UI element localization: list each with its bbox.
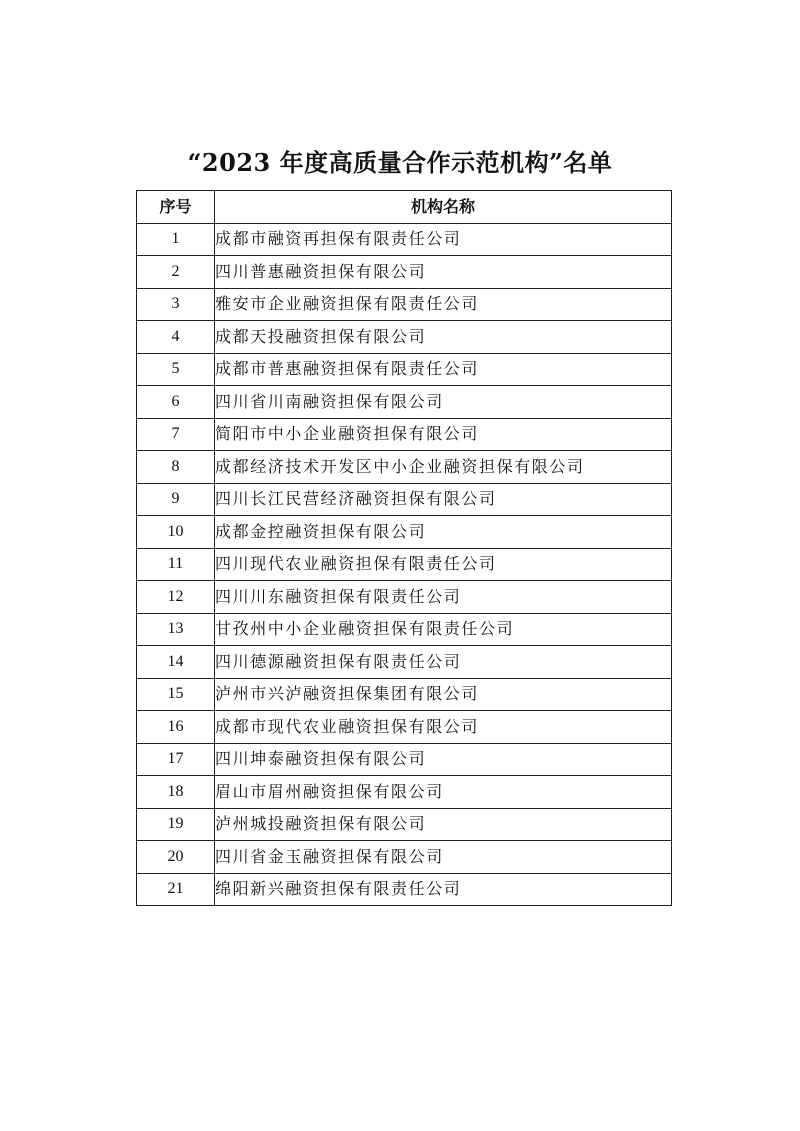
row-serial-number: 11: [137, 548, 215, 581]
row-serial-number: 17: [137, 743, 215, 776]
table-row: [137, 873, 672, 906]
row-institution-name: 眉山市眉州融资担保有限公司: [215, 776, 672, 809]
row-institution-name: 成都市现代农业融资担保有限公司: [215, 711, 672, 744]
row-institution-name: 四川省金玉融资担保有限公司: [215, 841, 672, 874]
table-row: [137, 223, 672, 256]
table-row: [137, 483, 672, 516]
table-row: [137, 711, 672, 744]
row-institution-name: 四川德源融资担保有限责任公司: [215, 646, 672, 679]
row-institution-name: 绵阳新兴融资担保有限责任公司: [215, 873, 672, 906]
header-serial-number: 序号: [137, 191, 215, 224]
row-institution-name: 成都天投融资担保有限公司: [215, 321, 672, 354]
page-title: “2023 年度高质量合作示范机构”名单: [187, 148, 613, 177]
row-institution-name: 四川川东融资担保有限责任公司: [215, 581, 672, 614]
row-serial-number: 7: [137, 418, 215, 451]
row-institution-name: 泸州城投融资担保有限公司: [215, 808, 672, 841]
table-row: [137, 353, 672, 386]
row-institution-name: 成都市普惠融资担保有限责任公司: [215, 353, 672, 386]
table-body: [137, 223, 672, 906]
table-row: [137, 808, 672, 841]
row-institution-name: 成都金控融资担保有限公司: [215, 516, 672, 549]
table-header-row: [137, 191, 672, 224]
table-row: [137, 678, 672, 711]
row-institution-name: 泸州市兴泸融资担保集团有限公司: [215, 678, 672, 711]
row-institution-name: 成都经济技术开发区中小企业融资担保有限公司: [215, 451, 672, 484]
row-institution-name: 四川省川南融资担保有限公司: [215, 386, 672, 419]
row-institution-name: 甘孜州中小企业融资担保有限责任公司: [215, 613, 672, 646]
table-row: [137, 451, 672, 484]
row-serial-number: 15: [137, 678, 215, 711]
row-serial-number: 18: [137, 776, 215, 809]
row-serial-number: 16: [137, 711, 215, 744]
row-institution-name: 四川普惠融资担保有限公司: [215, 256, 672, 289]
row-serial-number: 20: [137, 841, 215, 874]
row-serial-number: 2: [137, 256, 215, 289]
row-institution-name: 四川现代农业融资担保有限责任公司: [215, 548, 672, 581]
row-serial-number: 6: [137, 386, 215, 419]
table-row: [137, 321, 672, 354]
row-serial-number: 14: [137, 646, 215, 679]
row-serial-number: 21: [137, 873, 215, 906]
table-row: [137, 776, 672, 809]
institution-table: [136, 190, 672, 906]
row-institution-name: 四川坤泰融资担保有限公司: [215, 743, 672, 776]
row-institution-name: 简阳市中小企业融资担保有限公司: [215, 418, 672, 451]
row-institution-name: 成都市融资再担保有限责任公司: [215, 223, 672, 256]
row-serial-number: 1: [137, 223, 215, 256]
table-row: [137, 613, 672, 646]
row-serial-number: 3: [137, 288, 215, 321]
table-row: [137, 743, 672, 776]
table-row: [137, 256, 672, 289]
row-serial-number: 4: [137, 321, 215, 354]
table-row: [137, 288, 672, 321]
table-row: [137, 516, 672, 549]
table-row: [137, 548, 672, 581]
row-serial-number: 13: [137, 613, 215, 646]
table-row: [137, 646, 672, 679]
table-row: [137, 386, 672, 419]
table-row: [137, 418, 672, 451]
row-serial-number: 10: [137, 516, 215, 549]
row-serial-number: 8: [137, 451, 215, 484]
row-serial-number: 12: [137, 581, 215, 614]
row-serial-number: 19: [137, 808, 215, 841]
row-institution-name: 四川长江民营经济融资担保有限公司: [215, 483, 672, 516]
row-serial-number: 9: [137, 483, 215, 516]
header-institution-name: 机构名称: [215, 191, 672, 224]
table-row: [137, 841, 672, 874]
row-serial-number: 5: [137, 353, 215, 386]
table-row: [137, 581, 672, 614]
row-institution-name: 雅安市企业融资担保有限责任公司: [215, 288, 672, 321]
